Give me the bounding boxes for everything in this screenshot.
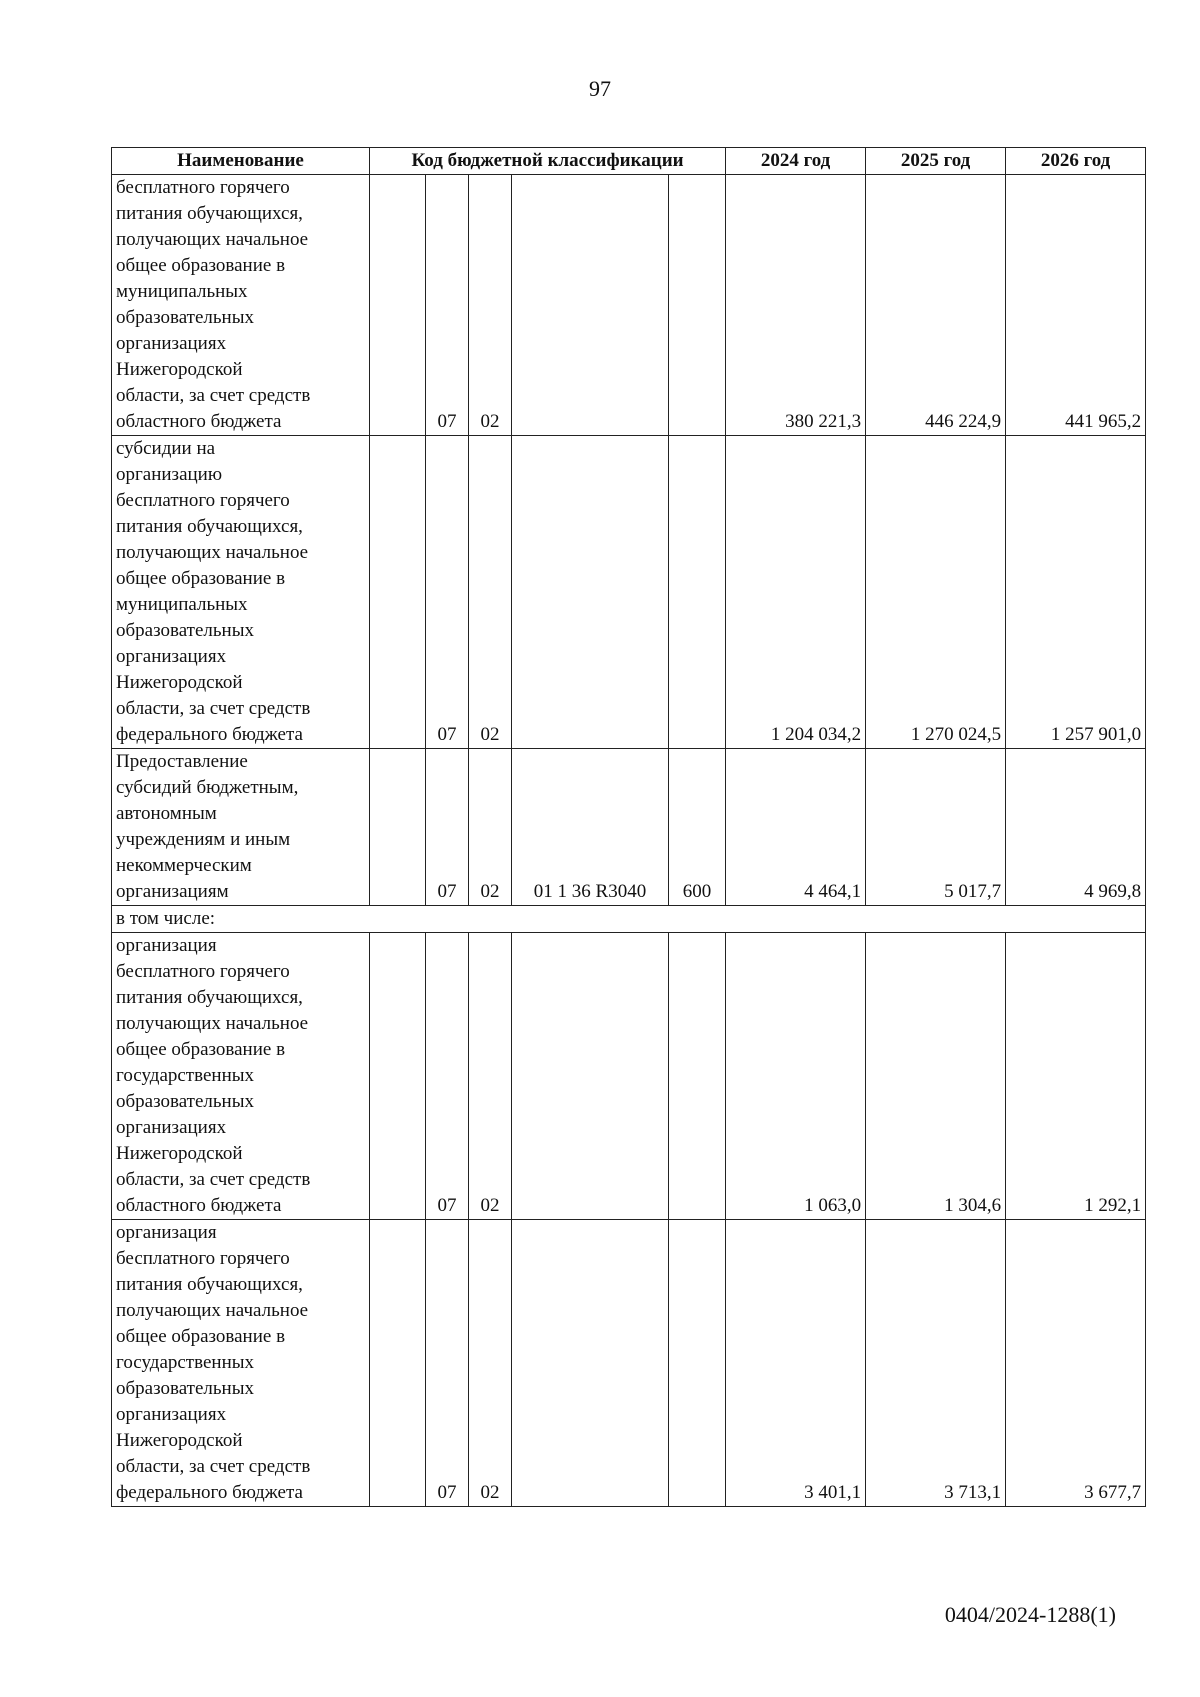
code-cell [512, 175, 669, 436]
code-cell [370, 436, 426, 749]
document-id: 0404/2024-1288(1) [944, 1602, 1116, 1627]
code-cell: 02 [469, 175, 512, 436]
value-2024: 380 221,3 [726, 175, 866, 436]
table-row [112, 436, 1146, 749]
code-cell [669, 175, 726, 436]
value-2025: 5 017,7 [866, 749, 1006, 906]
value-2025: 1 270 024,5 [866, 436, 1006, 749]
header-2026: 2026 год [1006, 148, 1146, 175]
code-cell [370, 749, 426, 906]
code-cell: 02 [469, 436, 512, 749]
code-cell [370, 175, 426, 436]
page-number: 97 [589, 76, 611, 101]
code-cell [669, 933, 726, 1220]
value-2024: 1 063,0 [726, 933, 866, 1220]
value-2026: 4 969,8 [1006, 749, 1146, 906]
table-row [112, 906, 1146, 933]
code-cell [370, 933, 426, 1220]
value-2026: 1 257 901,0 [1006, 436, 1146, 749]
header-code: Код бюджетной классификации [370, 148, 726, 175]
row-name: организация бесплатного горячего питания обучающихся, получающих начальное общее образование в государственных образовательных организациях Нижегородской области, за счет средств областного бюджета [112, 933, 370, 1220]
code-cell: 600 [669, 749, 726, 906]
code-cell [512, 436, 669, 749]
header-2024: 2024 год [726, 148, 866, 175]
code-cell: 01 1 36 R3040 [512, 749, 669, 906]
code-cell: 07 [426, 749, 469, 906]
row-name: Предоставление субсидий бюджетным, автономным учреждениям и иным некоммерческим организациям [112, 749, 370, 906]
table-row [112, 933, 1146, 1220]
code-cell: 07 [426, 175, 469, 436]
code-cell [512, 1220, 669, 1507]
row-name: субсидии на организацию бесплатного горячего питания обучающихся, получающих начальное общее образование в муниципальных образовательных организациях Нижегородской области, за счет средств федерального бюджета [112, 436, 370, 749]
value-2026: 441 965,2 [1006, 175, 1146, 436]
value-2025: 446 224,9 [866, 175, 1006, 436]
code-cell [669, 436, 726, 749]
budget-table [111, 147, 1146, 1507]
code-cell: 07 [426, 436, 469, 749]
table-row [112, 1220, 1146, 1507]
code-cell: 02 [469, 1220, 512, 1507]
value-2026: 1 292,1 [1006, 933, 1146, 1220]
code-cell: 07 [426, 1220, 469, 1507]
header-2025: 2025 год [866, 148, 1006, 175]
code-cell [370, 1220, 426, 1507]
code-cell: 02 [469, 749, 512, 906]
code-cell: 07 [426, 933, 469, 1220]
table-header-row [112, 148, 1146, 175]
value-2026: 3 677,7 [1006, 1220, 1146, 1507]
table-row [112, 175, 1146, 436]
value-2025: 3 713,1 [866, 1220, 1006, 1507]
table-row [112, 749, 1146, 906]
row-name: бесплатного горячего питания обучающихся, получающих начальное общее образование в муниципальных образовательных организациях Нижегородской области, за счет средств областного бюджета [112, 175, 370, 436]
row-name: в том числе: [112, 906, 1146, 933]
row-name: организация бесплатного горячего питания обучающихся, получающих начальное общее образование в государственных образовательных организациях Нижегородской области, за счет средств федерального бюджета [112, 1220, 370, 1507]
code-cell [512, 933, 669, 1220]
value-2025: 1 304,6 [866, 933, 1006, 1220]
code-cell [669, 1220, 726, 1507]
header-name: Наименование [112, 148, 370, 175]
value-2024: 4 464,1 [726, 749, 866, 906]
value-2024: 1 204 034,2 [726, 436, 866, 749]
value-2024: 3 401,1 [726, 1220, 866, 1507]
code-cell: 02 [469, 933, 512, 1220]
